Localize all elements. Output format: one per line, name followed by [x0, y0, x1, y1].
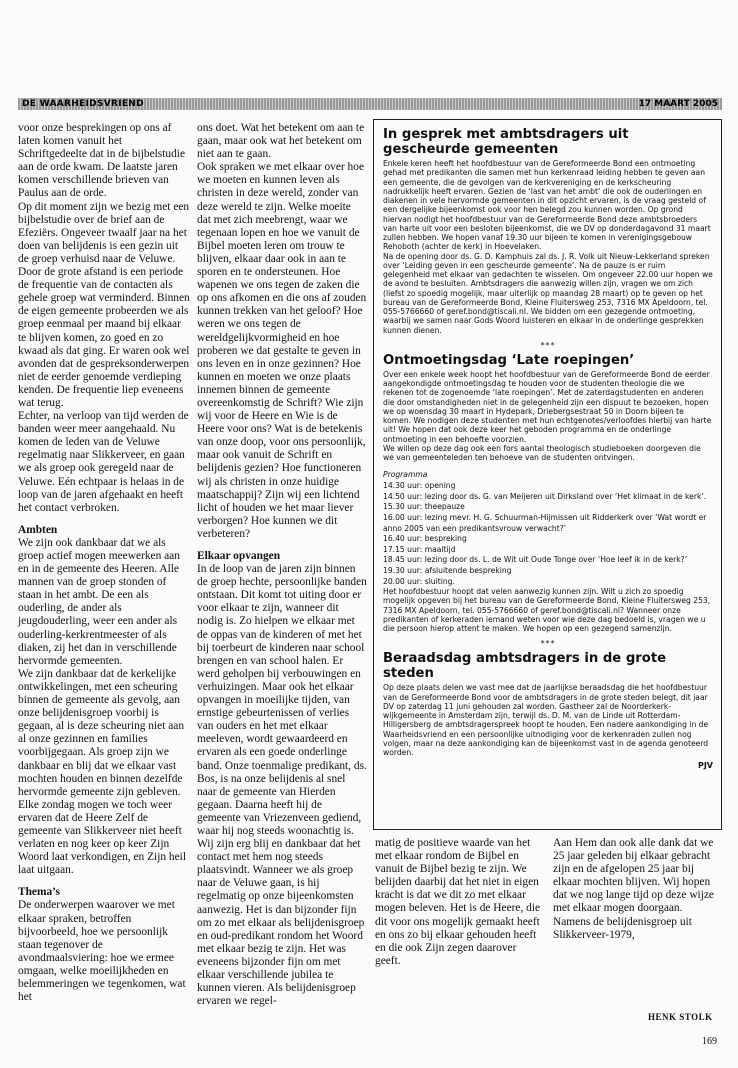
paragraph: We zijn dankbaar dat de kerkelijke ontwikkelingen, met een scheuring binnen de gemeente als gevolg, aan onze belijdenisgroep voorbij is gegaan, al is deze scheuring niet aan al onze gezinnen en families voorbijgegaan. Als groep zijn we dankbaar en blij dat we elkaar vast mochten houden en binnen dezelfde hervormde gemeente zijn gebleven. Elke zondag mogen we toch weer ervaren dat de Heere Zelf de gemeente van Slikkerveer niet heeft verlaten en nog keer op keer Zijn Woord laat verkondigen, en Zijn heil laat uitgaan.: [18, 667, 186, 877]
paragraph: matig de positieve waarde van het met elkaar rondom de Bijbel en vanuit de Bijbel bezig te zijn. We belijden daarbij dat het niet in eigen kracht is dat we dit zo met elkaar mogen beleven. Het is de Heere, die dit voor ons mogelijk gemaakt heeft en ons zo bij elkaar gehouden heeft en die ook Zijn zegen daarover geeft.: [375, 837, 541, 967]
section2-paragraph: We willen op deze dag ook een fors aantal theologisch studieboeken doorgeven die we van gemeenteleden ten behoeve van de studenten ontvingen.: [383, 443, 701, 462]
programma-label: Programma: [383, 470, 428, 480]
paragraph: voor onze besprekingen op ons af laten komen vanuit het Schriftgedeelte dat in de bijbelstudie aan de orde kwam. De laatste jaren komen verschillende brieven van Paulus aan de orde.: [18, 122, 186, 200]
programma-item: 17.15 uur: maaltijd: [383, 544, 456, 554]
section1-paragraph: Na de opening door ds. G. D. Kamphuis zal ds. J. R. Volk uit Nieuw-Lekkerland spreken over ‘Leiding geven in een gescheurde gemeente’. Na de pauze is er ruim gelegenheid met elkaar van gedachten te wisselen. Om ongeveer 22.00 uur hopen we de avond te besluiten. Ambtsdragers die aanwezig willen zijn, vragen we om zich (liefst zo spoedig mogelijk, maar uiterlijk op maandag 28 maart) op te geven op het bureau van de Gereformeerde Bond, Kleine Fluitersweg 253, 7316 MX Apeldoorn, tel. 055-5766660 of geref.bond@tiscali.nl. We bidden om een gezegende ontmoeting, waarbij we samen naar Gods Woord luisteren en elkaar in de onderlinge gesprekken kunnen dienen.: [383, 251, 713, 335]
programma-item: 18.45 uur: lezing door ds. L. de Wit uit Oude Tonge over ‘Hoe leef ik in de kerk?’: [383, 555, 688, 565]
page-header: [18, 98, 722, 110]
paragraph: Namens de belijdenisgroep uit Slikkerveer-1979,: [553, 915, 692, 941]
paragraph: Ook spraken we met elkaar over hoe we moeten en kunnen leven als christen in deze wereld, zonder van deze wereld te zijn. Welke moeite dat met zich meebrengt, waar we tegenaan lopen en hoe we vanuit de Bijbel moeten leren om trouw te blijven, elkaar daar ook in aan te sporen en te ondersteunen. Hoe wapenen we ons tegen de zaken die op ons afkomen en die ons af zouden kunnen trekken van het geloof? Hoe weren we ons tegen de wereldgelijkvormigheid en hoe proberen we dat gestalte te geven in ons leven en in onze gezinnen? Hoe kunnen en moeten we onze plaats innemen binnen de gemeente overeenkomstig de Schrift? Wie zijn wij voor de Heere en Wie is de Heere voor ons? Wat is de betekenis van onze doop, voor ons persoonlijk, maar ook vanuit de Schrift en belijdenis gezien? Hoe functioneren wij als christen in onze huidige maatschappij? Zijn wij een lichtend licht of houden we het maar liever verborgen? Hoe kunnen we dit verbeteren?: [197, 161, 367, 540]
section-heading: Thema’s: [18, 886, 60, 899]
signature: HENK STOLK: [648, 1012, 713, 1022]
paragraph: ons doet. Wat het betekent om aan te gaan, maar ook wat het betekent om niet aan te gaan.: [197, 122, 365, 161]
programma-item: 14.30 uur: opening: [383, 481, 456, 491]
programma-item: 19.30 uur: afsluitende bespreking: [383, 566, 512, 575]
separator: ***: [540, 639, 556, 649]
section2-title: Ontmoetingsdag ‘Late roepingen’: [383, 352, 635, 368]
programma-item: 15.30 uur: theepauze: [383, 502, 465, 512]
paragraph: In de loop van de jaren zijn binnen de groep hechte, persoonlijke banden ontstaan. Dit komt tot uiting door er voor elkaar te zijn, wanneer dit nodig is. Zo hielpen we elkaar met de oppas van de kinderen of met het bij toerbeurt de kinderen naar school brengen en van school halen. Er werd geholpen bij verbouwingen en verhuizingen. Maar ook het elkaar opvangen in moeilijke tijden, van ernstige gebeurtenissen of verlies van ouders en het met elkaar meeleven, wordt gewaardeerd en ervaren als een goede onderlinge band. Onze toenmalige predikant, ds. Bos, is na onze belijdenis al snel naar de gemeente van Hierden gegaan. Daarna heeft hij de gemeente van Vriezenveen gediend, waar hij nog steeds woonachtig is. Wij zijn erg blij en dankbaar dat het contact met hem nog steeds plaatsvindt. Wanneer we als groep naar de Veluwe gaan, is hij regelmatig op onze bijeenkomsten aanwezig. Het is dan bijzonder fijn om zo met elkaar als belijdenisgroep en oud-predikant rondom het Woord met elkaar bezig te zijn. Het was eveneens bijzonder fijn om met elkaar verschillende jubilea te kunnen vieren. Als belijdenisgroep ervaren we regel-: [197, 563, 367, 1008]
programma-item: 16.00 uur: lezing mevr. H. G. Schuurman-Hijmissen uit Ridderkerk over ‘Wat wordt er anno 2005 van een predikantsvrouw verwacht?’: [383, 513, 707, 533]
separator: ***: [540, 340, 556, 350]
section2-closing: Het hoofdbestuur hoopt dat velen aanwezig kunnen zijn. Wilt u zich zo spoedig mogelijk opgeven bij het bureau van de Gereformeerde Bond, Kleine Fluitersweg 253, 7316 MX Apeldoorn, tel. 055-5766660 of geref.bond@tiscali.nl? Wanneer onze predikanten of kerkeraden iemand weten voor wie deze dag bedoeld is, vragen we u die persoon hierop attent te maken. We hopen op een gezegend samenzijn.: [383, 587, 711, 634]
article-column-1: [18, 122, 190, 1004]
article-column-3: [375, 837, 544, 968]
section2-paragraph: Over een enkele week hoopt het hoofdbestuur van de Gereformeerde Bond de eerder aangekondigde ontmoetingsdag te houden voor de studenten theologie die we rekenen tot de zogenoemde ‘late roepingen’. Met de zaterdagstudenten en anderen die door omstandigheden niet in de gelegenheid zijn een dispuut te bezoeken, hopen we op woensdag 30 maart in Hydepark, Driebergsestraat 50 in Doorn bijeen te komen. We nodigen deze studenten met hun echtgenotes/verloofdes hierbij van harte uit! We hopen dat ook deze keer het geboden programma en de onderlinge ontmoeting in een behoefte voorzien.: [383, 369, 712, 444]
section1-title: In gesprek met ambtsdragers uit gescheurde gemeenten: [383, 127, 629, 157]
issue-date: 17 MAART 2005: [638, 99, 718, 109]
paragraph: Aan Hem dan ook alle dank dat we 25 jaar geleden bij elkaar gebracht zijn en de afgelopen 25 jaar bij elkaar mochten blijven. Wij hopen dat we nog lange tijd op deze wijze met elkaar mogen doorgaan.: [553, 837, 714, 915]
paragraph: De onderwerpen waarover we met elkaar spraken, betroffen bijvoorbeeld, hoe we persoonlijk staan tegenover de avondmaalsviering: hoe we ermee omgaan, welke moeilijkheden en belemmeringen we tegenkomen, wat het: [18, 899, 186, 1004]
section1-paragraph: Enkele keren heeft het hoofdbestuur van de Gereformeerde Bond een ontmoeting gehad met predikanten die samen met hun kerkenraad leiding hebben te geven aan een gemeente, die de gevolgen van de kerkvereniging en de kerkscheuring nadrukkelijk heeft ervaren. Gezien de ‘last van het ambt’ die ook de ouderlingen en diakenen in vele hervormde gemeenten in dit opzicht ervaren, is de vraag gesteld of een dergelijke bijeenkomst ook voor hen belegd zou kunnen worden. Op grond hiervan nodigt het hoofdbestuur van de Gereformeerde Bond deze ambtsbroeders van harte uit voor een besloten bijeenkomst, die we DV op donderdagavond 31 maart zullen hebben. We hopen vanaf 19.30 uur bijeen te komen in verenigingsgebouw Rehoboth (achter de kerk) in Hoevelaken.: [383, 159, 711, 252]
author-initials: PJV: [697, 761, 713, 771]
programma-list: [383, 481, 713, 587]
section-heading: Elkaar opvangen: [197, 550, 281, 562]
section3-paragraph: Op deze plaats delen we vast mee dat de jaarlijkse beraadsdag die het hoofdbestuur van de Gereformeerde Bond voor de ambtsdragers in de grote steden belegt, dit jaar DV op zaterdag 11 juni gehouden zal worden. Gastheer zal de Noorderkerk-wijkgemeente in Amsterdam zijn, terwijl ds. D. M. van de Linde uit Rotterdam-Hilligersberg de ambtsdragerspreek hoopt te houden. Een nadere aankondiging in de Waarheidsvriend en een persoonlijke uitnodiging voor de kerkenraden zullen nog volgen, maar na deze aankondiging kan de bijeenkomst vast in de agenda genoteerd worden.: [383, 683, 709, 758]
paragraph: We zijn ook dankbaar dat we als groep actief mogen meewerken aan en in de gemeente des Heeren. Alle mannen van de groep stonden of staan in het ambt. De een als ouderling, de ander als jeugdouderling, weer een ander als ouderling-kerkrentmeester of als diaken, zij het dan in verschillende hervormde gemeenten.: [18, 536, 180, 667]
page-number: 169: [702, 1036, 717, 1047]
article-column-4: [553, 837, 719, 942]
section-heading: Ambten: [18, 523, 58, 536]
paragraph: Echter, na verloop van tijd werden de banden weer meer aangehaald. Nu komen de leden van de Veluwe regelmatig naar Slikkerveer, en gaan we als groep ook geregeld naar de Veluwe. Eén echtpaar is helaas in de loop van de jaren afgehaakt en heeft het contact verbroken.: [18, 410, 189, 514]
announcement-box: [373, 119, 722, 830]
article-column-2: [197, 122, 367, 1008]
section3-title: Beraadsdag ambtsdragers in de grote steden: [383, 651, 667, 682]
programma-item: 16.40 uur: bespreking: [383, 534, 467, 544]
programma-item: 14.50 uur: lezing door ds. G. van Meijeren uit Dirksland over ‘Het klimaat in de kerk’.: [383, 491, 707, 501]
programma-item: 20.00 uur: sluiting.: [383, 576, 455, 586]
paragraph: Op dit moment zijn we bezig met een bijbelstudie over de brief aan de Efeziërs. Ongeveer twaalf jaar na het doen van belijdenis is een gezin uit de groep verhuisd naar de Veluwe. Door de grote afstand is een periode de frequentie van de contacten als gehele groep wat verminderd. Binnen de eigen gemeente probeerden we als groep eenmaal per maand bij elkaar te blijven komen, zo goed en zo kwaad als dat ging. Er waren ook wel avonden dat de gespreksonderwerpen niet de eerder genoemde verdieping kenden. De frequentie liep eveneens wat terug.: [18, 200, 190, 409]
publication-name: DE WAARHEIDSVRIEND: [22, 99, 144, 109]
